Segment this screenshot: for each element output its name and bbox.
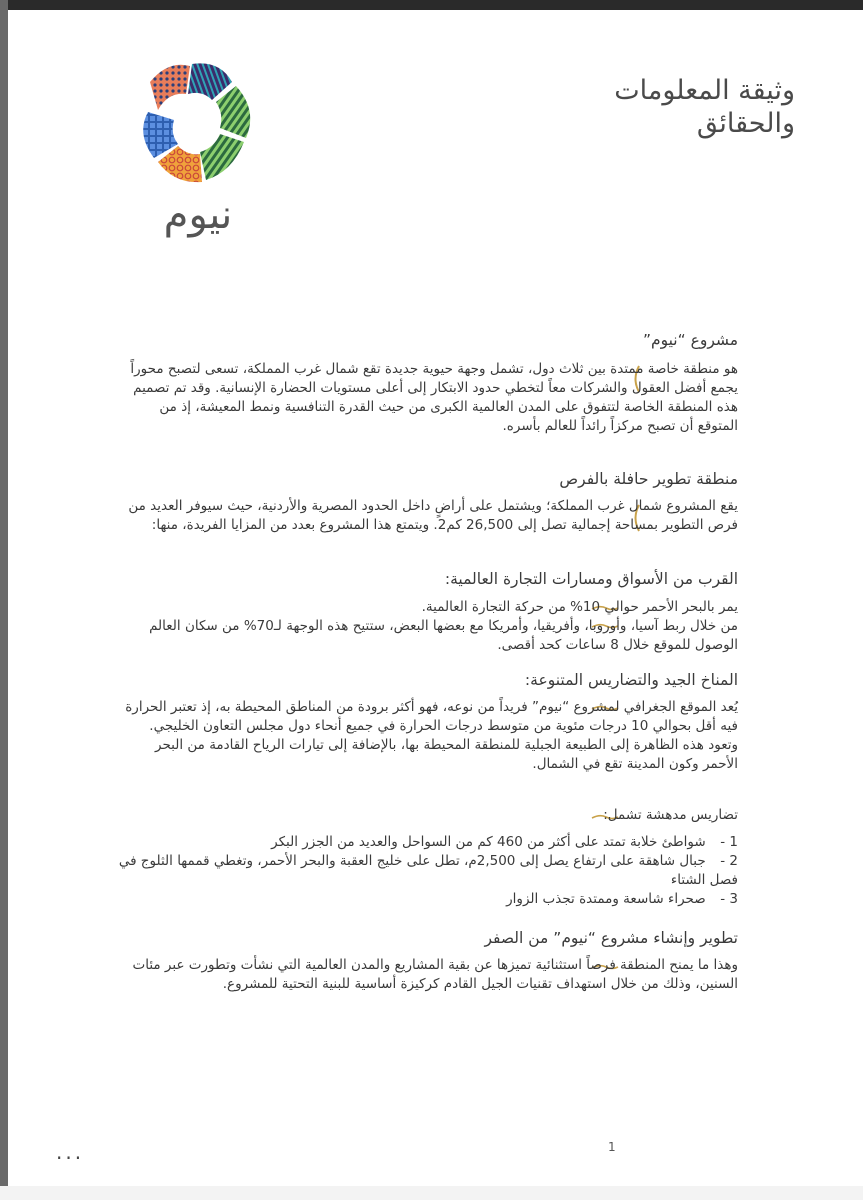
list-text: شواطئ خلابة تمتد على أكثر من 460 كم من السواحل والعديد من الجزر البكر bbox=[271, 834, 706, 850]
terrain-list bbox=[118, 833, 738, 909]
section-heading: تضاريس مدهشة تشمل: bbox=[603, 807, 738, 823]
logo-wordmark: نيوم bbox=[163, 192, 233, 238]
section-climate bbox=[118, 671, 738, 689]
section-markets bbox=[118, 570, 738, 588]
list-number: 3 - bbox=[720, 891, 738, 907]
list-item bbox=[118, 833, 738, 852]
list-item bbox=[118, 890, 738, 909]
section-scratch bbox=[118, 929, 738, 947]
section-heading: القرب من الأسواق ومسارات التجارة العالمية: bbox=[444, 570, 738, 588]
section-terrain bbox=[118, 806, 738, 909]
list-item bbox=[118, 852, 738, 890]
section-scratch-body bbox=[118, 956, 738, 994]
bullet-item: من خلال ربط آسيا، وأوروبا، وأفريقيا، وأمريكا مع بعضها البعض، ستتيح هذه الوجهة لـ70% من سكان العالم الوصول للموقع خلال 8 ساعات كحد أقصى. bbox=[149, 618, 738, 653]
section-zone-body bbox=[118, 497, 738, 535]
title-line-1: وثيقة المعلومات bbox=[614, 75, 795, 106]
list-text: جبال شاهقة على ارتفاع يصل إلى 2,500م، تطل على خليج العقبة والبحر الأحمر، وتغطي قممها الثلوج في فصل الشتاء bbox=[118, 853, 738, 888]
section-climate-body bbox=[118, 698, 738, 774]
section-heading: مشروع “نيوم” bbox=[643, 331, 738, 349]
paragraph: يقع المشروع شمال غرب المملكة؛ ويشتمل على أراضٍ داخل الحدود المصرية والأردنية، حيث سيوفر العديد من فرص التطوير بمساحة إجمالية تصل إلى 26,500 كم2. ويتمتع هذا المشروع بعدد من المزايا الفريدة، منها: bbox=[128, 498, 738, 533]
bullet-item: يمر بالبحر الأحمر حوالي 10% من حركة التجارة العالمية. bbox=[421, 599, 738, 615]
more-options-icon[interactable]: ... bbox=[56, 1140, 85, 1164]
list-number: 1 - bbox=[720, 834, 738, 850]
paragraph: هو منطقة خاصة ممتدة بين ثلاث دول، تشمل وجهة حيوية جديدة تقع شمال غرب المملكة، تسعى لتصبح محوراً يجمع أفضل العقول والشركات معاً لتخطي حدود الابتكار إلى أعلى مستويات الحضارة الإنسانية. وقد تم تصميم هذه المنطقة الخاصة لتتفوق على المدن العالمية الكبرى من حيث القدرة التنافسية ونمط المعيشة، إذ من المتوقع أن تصبح مركزاً رائداً للعالم بأسره. bbox=[130, 361, 738, 434]
list-number: 2 - bbox=[720, 853, 738, 869]
neom-logo-icon bbox=[128, 52, 268, 192]
title-line-2: والحقائق bbox=[696, 108, 795, 139]
list-text: صحراء شاسعة وممتدة تجذب الزوار bbox=[506, 891, 706, 907]
page-bottom-edge bbox=[0, 1186, 863, 1200]
window-top-edge bbox=[0, 0, 863, 10]
section-markets-body bbox=[118, 598, 738, 655]
section-project bbox=[118, 331, 738, 349]
section-heading: منطقة تطوير حافلة بالفرص bbox=[559, 470, 738, 488]
section-heading: تطوير وإنشاء مشروع “نيوم” من الصفر bbox=[484, 929, 738, 947]
section-project-body bbox=[118, 360, 738, 436]
window-left-edge bbox=[0, 0, 8, 1200]
paragraph: يُعد الموقع الجغرافي لمشروع “نيوم” فريداً من نوعه، فهو أكثر برودة من المناطق المحيطة به، إذ تعتبر الحرارة فيه أقل بحوالي 10 درجات مئوية من متوسط درجات الحرارة في جميع أنحاء دول مجلس التعاون الخليجي. وتعود هذه الظاهرة إلى الطبيعة الجبلية للمنطقة المحيطة بها، بالإضافة إلى تيارات الرياح القادمة من البحر الأحمر وكون المدينة تقع في الشمال. bbox=[125, 699, 738, 772]
section-heading: المناخ الجيد والتضاريس المتنوعة: bbox=[524, 671, 738, 689]
section-zone bbox=[118, 470, 738, 488]
paragraph: وهذا ما يمنح المنطقة فرصاً استثنائية تميزها عن بقية المشاريع والمدن العالمية التي نشأت وتطورت عبر مئات السنين، وذلك من خلال استهداف تقنيات الجيل القادم كركيزة أساسية للبنية التحتية للمشروع. bbox=[132, 957, 738, 992]
document-title bbox=[535, 74, 795, 140]
page-number: 1 bbox=[608, 1140, 616, 1154]
